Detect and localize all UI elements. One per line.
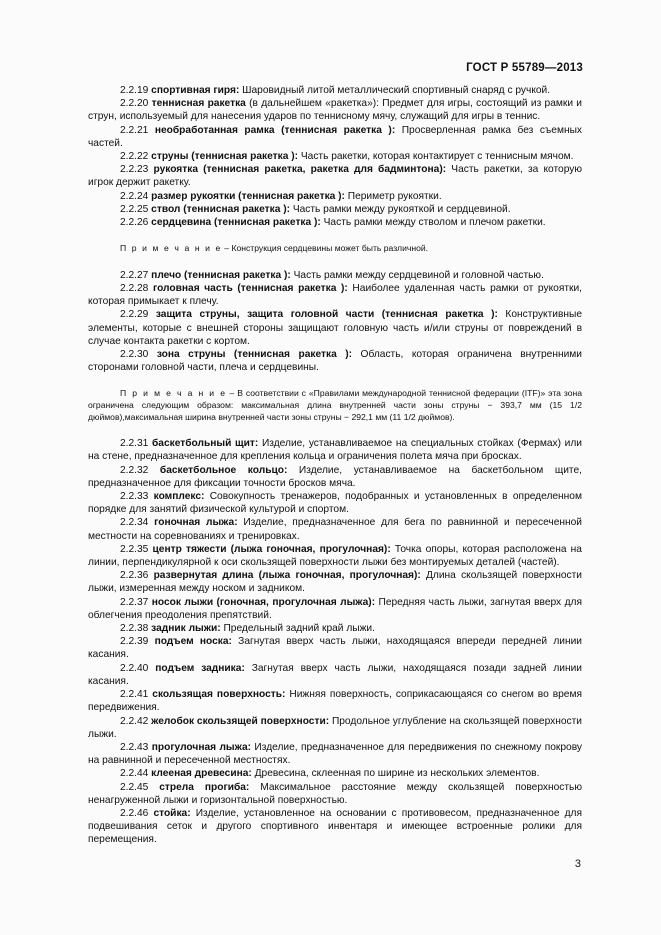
- definition-text: Шаровидный литой металлический спортивный снаряд с ручкой.: [239, 85, 551, 96]
- definition-paragraph: [88, 464, 582, 490]
- definition-text: Предельный задний край лыжи.: [220, 623, 375, 635]
- definition-paragraph: [88, 662, 582, 688]
- definition-paragraph: [88, 282, 582, 308]
- definitions-group-b: [88, 269, 582, 375]
- definition-paragraph: [88, 163, 582, 189]
- term: ствол (теннисная ракетка ):: [151, 203, 290, 215]
- document-body: [88, 84, 582, 847]
- definition-paragraph: [88, 569, 582, 595]
- definition-paragraph: [88, 543, 582, 569]
- clause-number: 2.2.36: [120, 570, 149, 582]
- definition-text: Изделие, устанавливаемое на баскетбольном щите, предназначенное для фиксации точности бросков мяча.: [88, 464, 582, 489]
- term: баскетбольное кольцо:: [159, 464, 288, 476]
- definition-text: Конструктивные элементы, которые с внешней стороны защищают головную часть и/или струны от повреждений в случае контакта ракетки с кортом.: [88, 309, 582, 347]
- definition-text: Изделие, устанавливаемое на специальных стойках (Фермах) или на стене, предназначенное для крепления кольца и ограничения полета мяча при бросках.: [88, 438, 582, 463]
- definition-paragraph: [88, 216, 582, 229]
- term: прогулочная лыжа:: [151, 741, 252, 753]
- definition-text: Древесина, склеенная по ширине из нескольких элементов.: [251, 768, 540, 780]
- clause-number: 2.2.31: [120, 438, 149, 450]
- definition-paragraph: [88, 635, 582, 661]
- definition-paragraph: [88, 767, 582, 780]
- clause-number: 2.2.39: [120, 636, 149, 648]
- definition-paragraph: [88, 308, 582, 348]
- definition-paragraph: [88, 84, 582, 97]
- definition-text: Максимальное расстояние между скользящей поверхностью ненагруженной лыжи и горизонтальной поверхностью.: [88, 781, 582, 806]
- clause-number: 2.2.35: [120, 543, 149, 555]
- clause-number: 2.2.26: [120, 217, 149, 229]
- clause-number: 2.2.44: [120, 768, 149, 780]
- definition-text: Продольное углубление на скользящей поверхности лыжи.: [88, 715, 582, 740]
- term: подъем носка:: [154, 636, 232, 648]
- clause-number: 2.2.43: [120, 741, 149, 753]
- term: необработанная рамка (теннисная ракетка ):: [154, 124, 396, 136]
- definition-paragraph: [88, 190, 582, 203]
- term: гоночная лыжа:: [154, 517, 238, 529]
- definition-text: Изделие, предназначенное для передвижения по снежному покрову на равнинной и пересеченной местностях.: [88, 741, 583, 767]
- definition-text: Точка опоры, которая расположена на линии, перпендикулярной к оси скользящей поверхности лыжи без монтируемых деталей (частей).: [88, 543, 582, 569]
- term: развернутая длина (лыжа гоночная, прогулочная):: [153, 570, 421, 582]
- definition-paragraph: [88, 807, 582, 847]
- clause-number: 2.2.24: [120, 190, 149, 202]
- term: рукоятка (теннисная ракетка, ракетка для бадминтона):: [153, 164, 447, 176]
- clause-number: 2.2.29: [120, 309, 149, 321]
- term: задник лыжи:: [151, 623, 221, 635]
- clause-number: 2.2.23: [120, 164, 149, 176]
- definition-paragraph: [88, 688, 582, 714]
- term: стойка:: [153, 807, 191, 819]
- note-label: П р и м е ч а н и е: [120, 243, 222, 254]
- definition-paragraph: [88, 781, 582, 807]
- term: скользящая поверхность:: [152, 689, 286, 701]
- term: подъем задника:: [155, 662, 245, 674]
- clause-number: 2.2.34: [120, 517, 149, 529]
- clause-number: 2.2.33: [120, 491, 149, 503]
- note-text: – Конструкция сердцевины может быть различной.: [221, 243, 429, 254]
- term: стрела прогиба:: [159, 781, 250, 793]
- clause-number: 2.2.20: [120, 98, 149, 110]
- definition-paragraph: [88, 203, 582, 216]
- clause-number: 2.2.22: [120, 151, 149, 163]
- clause-number: 2.2.46: [120, 807, 149, 819]
- term: струны (теннисная ракетка ):: [151, 151, 299, 163]
- term: центр тяжести (лыжа гоночная, прогулочная):: [152, 543, 391, 555]
- definition-text: Передняя часть лыжи, загнутая вверх для облегчения преодоления препятствий.: [88, 596, 582, 621]
- definition-paragraph: [88, 596, 582, 622]
- term: плечо (теннисная ракетка ):: [151, 269, 291, 281]
- clause-number: 2.2.40: [120, 662, 149, 674]
- definition-paragraph: [88, 348, 582, 374]
- note-label: П р и м е ч а н и е: [120, 388, 227, 399]
- clause-number: 2.2.27: [120, 269, 149, 281]
- clause-number: 2.2.30: [120, 349, 149, 361]
- note-1: [88, 243, 582, 255]
- term: зона струны (теннисная ракетка ):: [156, 349, 353, 361]
- definition-paragraph: [88, 490, 582, 516]
- definition-text: Нижняя поверхность, соприкасающаяся со снегом во время передвижения.: [88, 689, 582, 714]
- definition-paragraph: [88, 150, 582, 163]
- term: головная часть (теннисная ракетка ):: [152, 283, 348, 295]
- clause-number: 2.2.21: [120, 124, 149, 136]
- clause-number: 2.2.25: [120, 203, 149, 215]
- term: защита струны, защита головной части (теннисная ракетка ):: [155, 309, 498, 321]
- definition-text: Загнутая вверх часть лыжи, находящаяся позади задней линии касания.: [88, 662, 582, 687]
- definitions-group-a: [88, 84, 582, 229]
- clause-number: 2.2.42: [120, 715, 149, 727]
- term: баскетбольный щит:: [152, 438, 259, 450]
- definition-text: Часть ракетки, которая контактирует с теннисным мячом.: [298, 151, 574, 163]
- definition-text: Наиболее удаленная часть рамки от рукоятки, которая примыкает к плечу.: [88, 283, 582, 308]
- clause-number: 2.2.41: [120, 689, 149, 701]
- definition-text: Изделие, предназначенное для бега по равнинной и пересеченной местности на соревнованиях и тренировках.: [88, 517, 582, 542]
- definition-text: Периметр рукоятки.: [344, 190, 442, 202]
- clause-number: 2.2.28: [120, 283, 149, 295]
- clause-number: 2.2.37: [120, 596, 149, 608]
- definition-paragraph: [88, 715, 582, 741]
- term: клееная древесина:: [151, 768, 252, 780]
- note-2: [88, 388, 582, 423]
- definition-text: Часть рамки между стволом и плечом ракетки.: [320, 217, 546, 229]
- definition-paragraph: [88, 97, 582, 123]
- term: спортивная гиря:: [151, 85, 240, 96]
- definition-text: Часть рамки между сердцевиной и головной частью.: [290, 269, 544, 281]
- clause-number: 2.2.32: [120, 464, 149, 476]
- definition-text: Изделие, установленное на основании с противовесом, предназначенное для подвешивания сеток и другого спортивного инвентаря и имеющее встроенные ролики для перемещения.: [88, 807, 582, 846]
- definition-paragraph: [88, 124, 582, 150]
- note-text: – В соответствии с «Правилами международной теннисной федерации (ITF)» эта зона ограничена следующим образом: максимальная длина внутренней части зоны струны − 393,7 мм (15 1/2 дюймов),максимальная ширина внутренней части зоны струны − 292,1 мм (11 1/2 дюймов).: [88, 388, 582, 422]
- term: размер рукоятки (теннисная ракетка ):: [151, 190, 345, 202]
- clause-number: 2.2.38: [120, 623, 149, 635]
- term: носок лыжи (гоночная, прогулочная лыжа):: [151, 596, 376, 608]
- term: теннисная ракетка: [151, 98, 246, 110]
- definition-paragraph: [88, 269, 582, 282]
- definition-text: Часть ракетки, за которую игрок держит ракетку.: [88, 164, 582, 189]
- clause-number: 2.2.45: [120, 781, 149, 793]
- definition-paragraph: [88, 741, 582, 767]
- definition-text: Область, которая ограничена внутренними сторонами головной части, плеча и сердцевины.: [88, 349, 582, 374]
- definition-text: Просверленная рамка без съемных частей.: [88, 124, 582, 149]
- page-number: 3: [574, 858, 581, 870]
- clause-number: 2.2.19: [120, 85, 149, 96]
- definition-text: (в дальнейшем «ракетка»): Предмет для игры, состоящий из рамки и струн, используемый для нанесения ударов по теннисному мячу, служащий для игры в теннис.: [88, 98, 582, 123]
- definition-text: Загнутая вверх часть лыжи, находящаяся впереди передней линии касания.: [88, 636, 582, 661]
- term: сердцевина (теннисная ракетка ):: [151, 217, 321, 229]
- term: желобок скользящей поверхности:: [151, 715, 330, 727]
- document-header: ГОСТ Р 55789—2013: [466, 62, 583, 74]
- definition-text: Совокупность тренажеров, подобранных и установленных в определенном порядке для занятий физической культурой и спортом.: [88, 491, 582, 516]
- definitions-group-c: [88, 437, 582, 846]
- definition-text: Длина скользящей поверхности лыжи, измеренная между носком и задником.: [88, 570, 582, 595]
- definition-text: Часть рамки между рукояткой и сердцевиной.: [290, 203, 511, 215]
- term: комплекс:: [153, 491, 205, 503]
- definition-paragraph: [88, 622, 582, 635]
- definition-paragraph: [88, 437, 582, 463]
- definition-paragraph: [88, 516, 582, 542]
